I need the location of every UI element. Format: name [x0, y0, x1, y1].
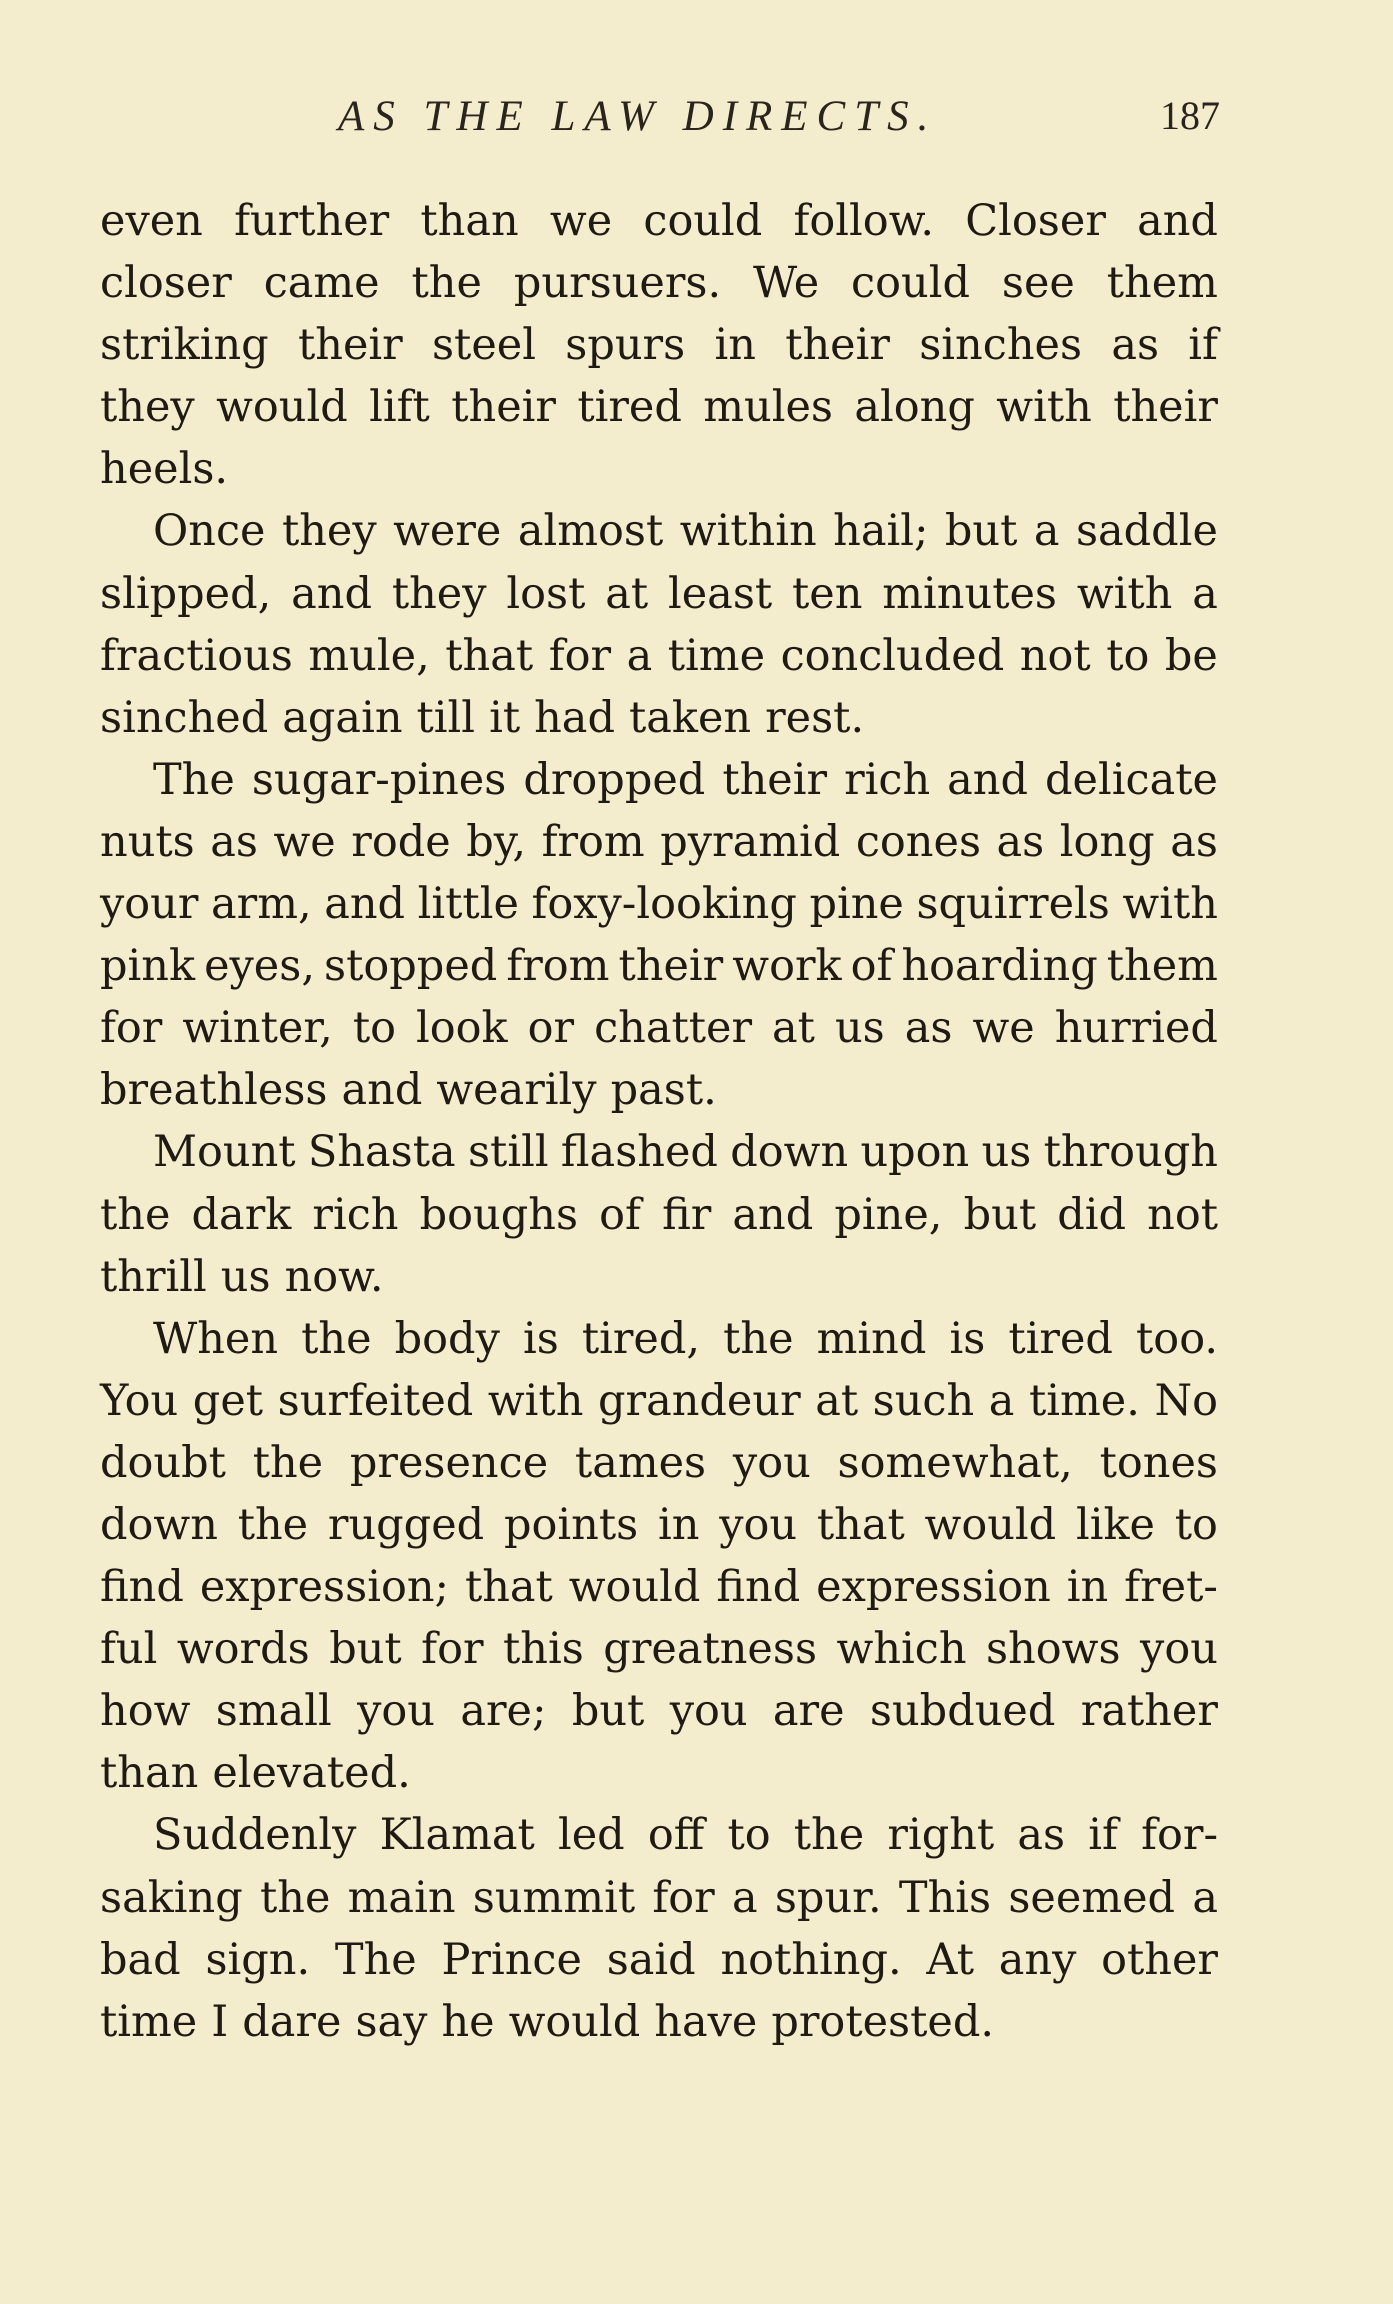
word: sinches [919, 320, 1083, 371]
word: as [1111, 320, 1160, 371]
word: get [192, 1375, 264, 1426]
word: for [421, 1624, 484, 1675]
word: for [652, 1872, 715, 1923]
word: further [234, 196, 390, 246]
word: and [732, 1189, 814, 1240]
word: at [772, 1003, 815, 1054]
word: boughs [419, 1189, 579, 1240]
word: and [1137, 196, 1218, 246]
word: greatness [603, 1624, 818, 1675]
paragraph [100, 500, 1218, 748]
word: would [508, 1996, 641, 2047]
word: the [252, 1437, 324, 1488]
paragraph [100, 190, 1218, 500]
word: from [506, 941, 610, 992]
word: or [527, 1003, 575, 1054]
word: would [216, 382, 348, 433]
paragraph [100, 1121, 1218, 1307]
word: saddle [1075, 506, 1218, 557]
word: the [793, 1810, 865, 1861]
word: subdued [869, 1686, 1056, 1737]
word: if [1088, 1810, 1118, 1861]
word: time [100, 1996, 198, 2047]
word: body [394, 1313, 500, 1364]
word: and [291, 568, 372, 619]
running-head [100, 92, 1220, 152]
word: still [467, 1127, 549, 1178]
word: spurs [565, 320, 686, 371]
text-line [100, 687, 1218, 749]
word: seemed [1008, 1872, 1176, 1923]
word: the [259, 1872, 331, 1923]
word: This [898, 1872, 992, 1923]
text-line [100, 190, 1218, 252]
text-line [100, 252, 1218, 314]
word: dare [242, 1996, 342, 2047]
word: did [1057, 1189, 1127, 1240]
paragraph [100, 1804, 1218, 2052]
word: and [324, 879, 406, 930]
text-line [100, 1246, 1218, 1308]
word: of [850, 941, 893, 992]
word: pyramid [660, 816, 841, 867]
text-line [100, 997, 1218, 1059]
word: you [719, 1499, 798, 1550]
word: you [669, 1686, 748, 1737]
word: in [1066, 1562, 1109, 1613]
word: along [854, 382, 975, 433]
word: till [416, 692, 476, 743]
word: that [445, 630, 534, 681]
word: least [667, 568, 773, 619]
text-line [100, 1556, 1218, 1618]
word: a [988, 1375, 1015, 1426]
word: they [100, 382, 195, 433]
word: Closer [965, 196, 1106, 246]
paragraph [100, 749, 1218, 1122]
text-line [100, 376, 1218, 438]
word: from [541, 816, 645, 867]
word: follow. [793, 196, 935, 246]
word: as [904, 1003, 953, 1054]
word: flashed [560, 1127, 718, 1178]
word: you [357, 1686, 435, 1737]
word: ful [100, 1624, 158, 1675]
word: any [998, 1934, 1077, 1985]
word: with [1076, 568, 1173, 619]
word: Prince [441, 1934, 582, 1985]
word: small [215, 1686, 332, 1737]
word: slipped, [100, 568, 272, 619]
word: spur. [774, 1872, 882, 1923]
word: a [731, 1872, 758, 1923]
word: surfeited [277, 1375, 474, 1426]
word: elevated. [212, 1748, 411, 1799]
word: somewhat, [837, 1437, 1073, 1488]
word: sign. [205, 1934, 311, 1985]
word: chatter [594, 1003, 753, 1054]
word: rather [1080, 1686, 1218, 1737]
word: as [210, 816, 258, 867]
word: summit [472, 1872, 636, 1923]
word: through [1043, 1127, 1218, 1178]
text-line [100, 1867, 1218, 1929]
word: to [352, 1003, 397, 1054]
paragraph [100, 1308, 1218, 1805]
word: not [1147, 1189, 1218, 1240]
word: their [618, 941, 724, 992]
word: led [557, 1810, 625, 1861]
word: striking [100, 320, 269, 371]
word: stopped [324, 941, 498, 992]
word: would [924, 1499, 1057, 1550]
text-line [100, 1059, 1218, 1121]
word: You [100, 1375, 179, 1426]
word: arm, [211, 879, 312, 930]
word: now. [284, 1251, 384, 1302]
word: and [341, 1065, 423, 1116]
word: said [606, 1934, 696, 1985]
word: be [1164, 630, 1218, 681]
word: rich [844, 754, 931, 805]
word: Shasta [307, 1127, 456, 1178]
text-line [100, 1618, 1218, 1680]
running-title: AS THE LAW DIRECTS. [338, 93, 938, 140]
word: they [391, 568, 487, 619]
word: Once [153, 506, 266, 557]
word: rich [312, 1189, 399, 1240]
word: came [263, 258, 380, 309]
text-line [100, 625, 1218, 687]
word: as [1170, 816, 1218, 867]
word: tired [1008, 1313, 1113, 1364]
word: tired [577, 382, 682, 433]
word: shows [986, 1624, 1121, 1675]
word: we [549, 196, 613, 246]
word: within [679, 506, 817, 557]
word: see [1001, 258, 1075, 309]
word: with [1122, 879, 1218, 930]
word: mule, [308, 630, 430, 681]
word: again [282, 692, 403, 743]
word: by, [466, 816, 527, 867]
word: that [464, 1562, 553, 1613]
word: right [887, 1810, 995, 1861]
word: find [100, 1562, 184, 1613]
word: too. [1136, 1313, 1218, 1364]
word: words [176, 1624, 310, 1675]
word: grandeur [597, 1375, 801, 1426]
word: than [100, 1748, 199, 1799]
word: not [1019, 630, 1091, 681]
word: The [153, 754, 235, 805]
word: even [100, 196, 203, 246]
word: could [643, 196, 763, 246]
word: points [503, 1499, 639, 1550]
word: tones [1099, 1437, 1218, 1488]
word: breathless [100, 1065, 328, 1116]
text-line [100, 749, 1218, 811]
word: taken [628, 692, 752, 743]
word: We [753, 258, 820, 309]
word: as [1017, 1810, 1066, 1861]
word: wearily [436, 1065, 597, 1116]
word: squirrels [916, 879, 1110, 930]
word: their [1113, 382, 1218, 433]
word: lost [506, 568, 586, 619]
word: a [1192, 568, 1218, 619]
word: fractious [100, 630, 293, 681]
word: at [815, 1375, 859, 1426]
word: the [100, 1189, 171, 1240]
word: Klamat [379, 1810, 535, 1861]
word: the [237, 1499, 309, 1550]
word: winter, [182, 1003, 333, 1054]
word: of [599, 1189, 641, 1240]
word: are; [460, 1686, 547, 1737]
word: us [834, 1003, 885, 1054]
word: we [273, 816, 336, 867]
word: pursuers. [513, 258, 722, 309]
word: tired, [581, 1313, 701, 1364]
word: such [872, 1375, 975, 1426]
word: concluded [780, 630, 1005, 681]
word: cones [855, 816, 982, 867]
word: have [654, 1996, 758, 2047]
word: upon [860, 1127, 970, 1178]
word: delicate [1045, 754, 1218, 805]
word: us [981, 1127, 1032, 1178]
word: mules [703, 382, 834, 433]
word: with [487, 1375, 584, 1426]
word: is [949, 1313, 986, 1364]
word: are [772, 1686, 845, 1737]
word: long [1059, 816, 1155, 867]
word: doubt [100, 1437, 226, 1488]
word: At [926, 1934, 974, 1985]
word: their [785, 320, 890, 371]
word: steel [431, 320, 536, 371]
word: with [996, 382, 1092, 433]
word: if [1188, 320, 1218, 371]
word: nothing. [720, 1934, 902, 1985]
word: had [534, 692, 615, 743]
word: this [503, 1624, 584, 1675]
word: would [568, 1562, 701, 1613]
word: main [347, 1872, 456, 1923]
word: their [451, 382, 556, 433]
word: dropped [523, 754, 706, 805]
word: to [1106, 630, 1150, 681]
word: time. [1028, 1375, 1140, 1426]
word: a [626, 630, 653, 681]
word: eyes, [204, 941, 315, 992]
word: presence [349, 1437, 549, 1488]
body-text [100, 190, 1218, 2053]
word: could [851, 258, 970, 309]
word: the [301, 1313, 372, 1364]
word: closer [100, 258, 232, 309]
word: and [947, 754, 1029, 805]
text-line [100, 1184, 1218, 1246]
word: but [944, 506, 1018, 557]
word: Suddenly [153, 1810, 357, 1861]
word: rest. [765, 692, 865, 743]
text-line [100, 873, 1218, 935]
word: to [727, 1810, 771, 1861]
word: you [1140, 1624, 1218, 1675]
word: Mount [153, 1127, 296, 1178]
word: to [1174, 1499, 1218, 1550]
word: other [1101, 1934, 1218, 1985]
word: find [716, 1562, 801, 1613]
text-line [100, 314, 1218, 376]
text-line [100, 1308, 1218, 1370]
word: expression [816, 1562, 1051, 1613]
word: almost [517, 506, 664, 557]
word: as [996, 816, 1045, 867]
word: dark [191, 1189, 292, 1240]
text-line [100, 1991, 1218, 2053]
word: them [1106, 941, 1218, 992]
word: than [420, 196, 519, 246]
word: minutes [882, 568, 1057, 619]
text-line [100, 1432, 1218, 1494]
word: but [329, 1624, 402, 1675]
word: pine, [834, 1189, 943, 1240]
text-line [100, 1494, 1218, 1556]
word: thrill [100, 1251, 207, 1302]
word: pink [100, 941, 196, 992]
word: down [100, 1499, 218, 1550]
word: their [722, 754, 828, 805]
word: but [571, 1686, 645, 1737]
word: like [1075, 1499, 1155, 1550]
word: ten [792, 568, 863, 619]
word: sinched [100, 692, 269, 743]
word: fret- [1124, 1562, 1218, 1613]
word: The [334, 1934, 417, 1985]
word: fir [662, 1189, 712, 1240]
word: work [732, 941, 842, 992]
word: lift [369, 382, 430, 433]
word: they [281, 506, 377, 557]
word: little [417, 879, 519, 930]
word: nuts [100, 816, 195, 867]
word: their [297, 320, 403, 371]
word: No [1154, 1375, 1218, 1426]
word: but [963, 1189, 1037, 1240]
word: rugged [327, 1499, 485, 1550]
text-line [100, 1742, 1218, 1804]
word: for [100, 1003, 163, 1054]
word: off [647, 1810, 705, 1861]
text-line [100, 500, 1218, 562]
word: we [972, 1003, 1035, 1054]
word: hoarding [901, 941, 1098, 992]
word: hail; [833, 506, 929, 557]
word: how [100, 1686, 191, 1737]
word: time [667, 630, 766, 681]
word: the [411, 258, 482, 309]
word: mind [816, 1313, 927, 1364]
word: that [816, 1499, 905, 1550]
word: a [1192, 1872, 1218, 1923]
word: tames [574, 1437, 707, 1488]
word: a [1033, 506, 1060, 557]
word: he [441, 1996, 495, 2047]
word: down [730, 1127, 849, 1178]
word: heels. [100, 444, 229, 495]
text-line [100, 563, 1218, 625]
word: foxy-looking [531, 879, 797, 930]
text-line [100, 1804, 1218, 1866]
text-line [100, 811, 1218, 873]
word: for [548, 630, 612, 681]
page-number: 187 [1160, 93, 1220, 138]
word: you [732, 1437, 811, 1488]
word: in [714, 320, 756, 371]
word: which [836, 1624, 967, 1675]
word: rode [351, 816, 451, 867]
text-line [100, 1370, 1218, 1432]
word: say [355, 1996, 428, 2047]
word: the [723, 1313, 794, 1364]
text-line [100, 1121, 1218, 1183]
word: at [605, 568, 649, 619]
text-line [100, 1680, 1218, 1742]
word: is [522, 1313, 559, 1364]
word: in [657, 1499, 700, 1550]
word: it [489, 692, 521, 743]
word: were [393, 506, 502, 557]
word: bad [100, 1934, 181, 1985]
text-line [100, 438, 1218, 500]
word: for- [1141, 1810, 1218, 1861]
text-line [100, 935, 1218, 997]
text-line [100, 1929, 1218, 1991]
word: expression; [199, 1562, 450, 1613]
word: us [220, 1251, 271, 1302]
word: saking [100, 1872, 243, 1923]
word: them [1106, 258, 1218, 309]
word: When [153, 1313, 279, 1364]
word: sugar-pines [251, 754, 507, 805]
word: past. [610, 1065, 717, 1116]
word: protested. [771, 1996, 995, 2047]
word: I [211, 1996, 229, 2047]
word: look [416, 1003, 508, 1054]
word: pine [809, 879, 904, 930]
word: hurried [1054, 1003, 1218, 1054]
word: your [100, 879, 199, 930]
